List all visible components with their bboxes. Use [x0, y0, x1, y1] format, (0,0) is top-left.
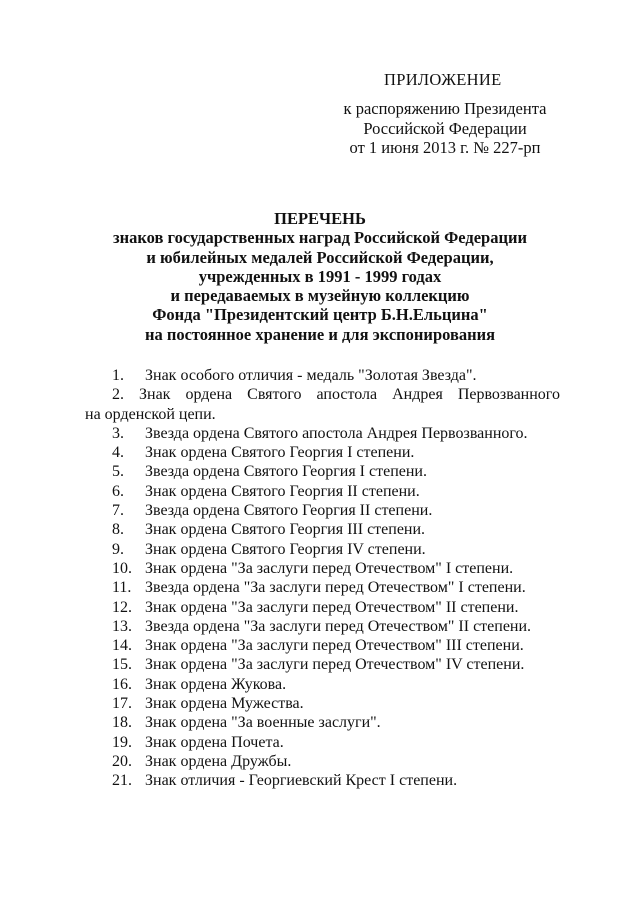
item-text: Знак ордена "За заслуги перед Отечеством" IV степени. [145, 656, 525, 674]
appendix-line-1: к распоряжению Президента [343, 99, 547, 118]
item-text: Знак ордена Святого Георгия III степени. [145, 521, 426, 539]
item-number: 14. [112, 637, 132, 655]
item-number: 21. [112, 772, 132, 790]
list-item [85, 443, 560, 462]
item-text: Звезда ордена Святого Георгия I степени. [145, 463, 427, 481]
item-number: 20. [112, 752, 132, 770]
appendix-title: ПРИЛОЖЕНИЕ [384, 70, 502, 89]
list-item [85, 636, 560, 655]
heading-line-4: и передаваемых в музейную коллекцию [170, 286, 470, 306]
item-number: 4. [112, 444, 124, 462]
item-number: 9. [112, 540, 124, 558]
item-number: 18. [112, 714, 132, 732]
item-text: Знак ордена Почета. [145, 733, 284, 751]
item-number: 17. [112, 695, 132, 713]
list-item [85, 713, 560, 732]
item-number: 19. [112, 733, 132, 751]
item-text: Знак ордена "За военные заслуги". [145, 714, 381, 732]
item-number: 11. [112, 579, 132, 597]
heading-line-5: Фонда "Президентский центр Б.Н.Ельцина" [152, 305, 488, 325]
item-text: Знак ордена "За заслуги перед Отечеством" I степени. [145, 559, 514, 577]
list-heading [60, 209, 580, 344]
item-number: 3. [112, 424, 124, 442]
list-item [85, 655, 560, 674]
item-text: Знак отличия - Георгиевский Крест I степени. [145, 772, 458, 790]
list-item [85, 424, 560, 443]
item-number: 6. [112, 482, 124, 500]
item-word: Первозванного [457, 386, 560, 404]
heading-line-3: учрежденных в 1991 - 1999 годах [198, 266, 442, 286]
heading-title: ПЕРЕЧЕНЬ [274, 209, 366, 228]
heading-line-6: на постоянное хранение и для экспонирования [144, 324, 496, 344]
list-item [85, 462, 560, 481]
item-text: Знак ордена Святого Георгия II степени. [145, 482, 420, 500]
item-word: ордена [185, 386, 233, 404]
item-text: Звезда ордена "За заслуги перед Отечеством" II степени. [145, 617, 532, 635]
item-word: Знак [139, 386, 171, 404]
list-item [85, 520, 560, 539]
item-text: Знак ордена "За заслуги перед Отечеством" II степени. [145, 598, 519, 616]
list-item [85, 752, 560, 771]
list-item [85, 482, 560, 501]
item-number: 7. [112, 502, 124, 520]
list-item [85, 578, 560, 597]
list-item [85, 771, 560, 790]
item-text: Знак ордена "За заслуги перед Отечеством" III степени. [145, 637, 524, 655]
item-text: Звезда ордена Святого Георгия II степени. [145, 502, 433, 520]
item-text: Знак особого отличия - медаль "Золотая Звезда". [145, 367, 477, 384]
list-item [85, 540, 560, 559]
item-first-line [85, 385, 560, 404]
item-continuation: на орденской цепи. [85, 405, 216, 423]
appendix-recipient [320, 99, 570, 158]
list-item [85, 617, 560, 636]
item-number: 15. [112, 656, 132, 674]
list-item [85, 733, 560, 752]
item-number: 13. [112, 617, 132, 635]
item-number: 5. [112, 463, 124, 481]
item-text: Знак ордена Дружбы. [145, 752, 292, 770]
item-word: апостола [316, 386, 378, 404]
appendix-line-3: от 1 июня 2013 г. № 227-рп [349, 138, 541, 157]
list-item [85, 598, 560, 617]
item-text: Звезда ордена Святого апостола Андрея Первозванного. [145, 424, 528, 442]
item-number: 10. [112, 559, 132, 577]
list-item [85, 675, 560, 694]
item-text: Знак ордена Святого Георгия IV степени. [145, 540, 426, 558]
item-text: Знак ордена Святого Георгия I степени. [145, 444, 415, 462]
list-item [85, 559, 560, 578]
item-text: Знак ордена Жукова. [145, 675, 287, 693]
item-text: Звезда ордена "За заслуги перед Отечеством" I степени. [145, 579, 526, 597]
list-item [85, 366, 560, 385]
item-word: Святого [247, 386, 302, 404]
heading-line-2: и юбилейных медалей Российской Федерации, [146, 247, 494, 267]
item-number: 16. [112, 675, 132, 693]
item-text: Знак ордена Мужества. [145, 695, 304, 713]
list-item [85, 694, 560, 713]
list-item [85, 501, 560, 520]
item-number: 8. [112, 521, 124, 539]
item-number: 12. [112, 598, 132, 616]
appendix-line-2: Российской Федерации [363, 118, 527, 138]
item-number: 1. [112, 367, 124, 384]
list-item [85, 385, 560, 424]
heading-line-1: знаков государственных наград Российской Федерации [112, 228, 528, 248]
awards-list [85, 366, 560, 791]
item-number: 2. [112, 386, 124, 404]
item-word: Андрея [392, 386, 443, 404]
